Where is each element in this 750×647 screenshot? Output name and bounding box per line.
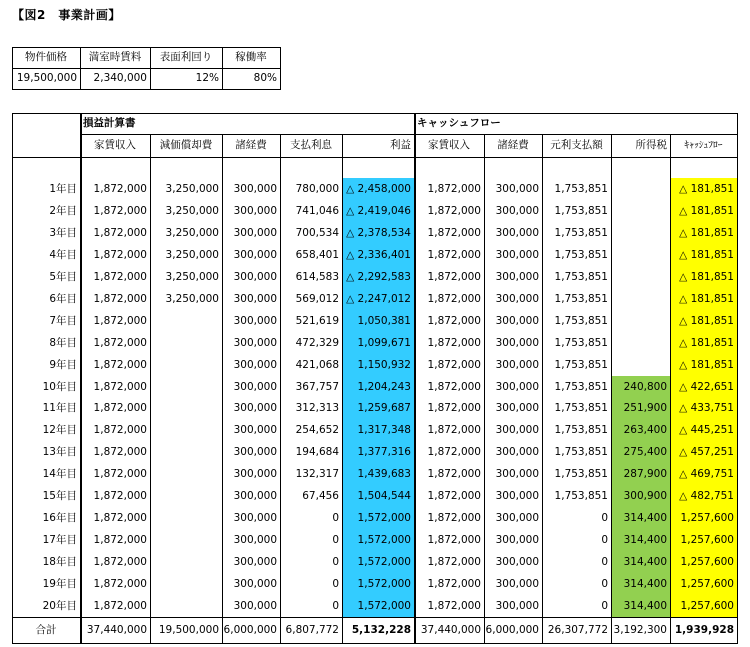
- column-header-rent-income: 家賃収入: [94, 139, 136, 152]
- data-cell-rent-income: 1,872,000: [93, 270, 147, 283]
- data-cell-loan-repayment: 1,753,851: [554, 270, 608, 283]
- data-cell-cash-flow: 1,257,600: [680, 533, 734, 546]
- data-cell-profit: △ 2,336,401: [346, 248, 411, 261]
- column-header-expenses: 諸経費: [235, 139, 267, 152]
- total-cell-cash-flow: 1,939,928: [674, 623, 734, 636]
- column-header-cf-expenses: 諸経費: [497, 139, 529, 152]
- data-cell-depreciation: [150, 507, 222, 529]
- data-cell-loan-repayment: 1,753,851: [554, 182, 608, 195]
- summary-value-cell: 80%: [253, 72, 277, 85]
- data-cell-rent-income: 1,872,000: [93, 226, 147, 239]
- data-cell-interest: 421,068: [295, 358, 339, 371]
- grid-line: [12, 47, 13, 90]
- data-cell-income-tax: 240,800: [623, 380, 667, 393]
- row-label: 6年目: [49, 292, 77, 305]
- data-cell-loan-repayment: 0: [601, 555, 608, 568]
- data-cell-loan-repayment: 1,753,851: [554, 314, 608, 327]
- summary-header-cell: 稼働率: [235, 51, 267, 64]
- data-cell-cash-flow: 1,257,600: [680, 599, 734, 612]
- data-cell-income-tax: [611, 266, 670, 288]
- data-cell-income-tax: [611, 222, 670, 244]
- data-cell-expenses: 300,000: [233, 314, 277, 327]
- row-label: 4年目: [49, 248, 77, 261]
- data-cell-cf-expenses: 300,000: [495, 423, 539, 436]
- data-cell-profit: △ 2,247,012: [346, 292, 411, 305]
- summary-value-cell: 2,340,000: [93, 72, 147, 85]
- data-cell-profit: 1,204,243: [357, 380, 411, 393]
- data-cell-expenses: 300,000: [233, 423, 277, 436]
- column-header-loan-repayment: 元利支払額: [550, 139, 603, 152]
- data-cell-loan-repayment: 1,753,851: [554, 445, 608, 458]
- grid-line: [414, 113, 416, 644]
- data-cell-expenses: 300,000: [233, 467, 277, 480]
- data-cell-rent-income: 1,872,000: [93, 511, 147, 524]
- data-cell-interest: 254,652: [295, 423, 339, 436]
- grid-line: [542, 134, 543, 644]
- data-cell-loan-repayment: 0: [601, 533, 608, 546]
- data-cell-interest: 614,583: [295, 270, 339, 283]
- data-cell-loan-repayment: 0: [601, 577, 608, 590]
- data-cell-rent-income: 1,872,000: [93, 467, 147, 480]
- data-cell-profit: 1,504,544: [357, 489, 411, 502]
- data-cell-loan-repayment: 1,753,851: [554, 292, 608, 305]
- data-cell-cf-rent-income: 1,872,000: [427, 204, 481, 217]
- data-cell-cash-flow: △ 181,851: [679, 292, 734, 305]
- data-cell-depreciation: [150, 332, 222, 354]
- grid-line: [80, 47, 81, 90]
- data-cell-interest: 472,329: [295, 336, 339, 349]
- data-cell-profit: 1,439,683: [357, 467, 411, 480]
- column-header-interest: 支払利息: [290, 139, 332, 152]
- grid-line: [670, 134, 671, 644]
- data-cell-rent-income: 1,872,000: [93, 402, 147, 415]
- row-label: 8年目: [49, 336, 77, 349]
- total-cell-interest: 6,807,772: [285, 623, 339, 636]
- data-cell-interest: 741,046: [295, 204, 339, 217]
- data-cell-income-tax: [611, 244, 670, 266]
- data-cell-profit: △ 2,458,000: [346, 182, 411, 195]
- grid-line: [484, 134, 485, 644]
- data-cell-loan-repayment: 1,753,851: [554, 358, 608, 371]
- grid-line: [150, 47, 151, 90]
- grid-line: [12, 617, 738, 618]
- data-cell-cash-flow: △ 457,251: [679, 445, 734, 458]
- data-cell-cash-flow: △ 482,751: [679, 489, 734, 502]
- data-cell-depreciation: 3,250,000: [165, 270, 219, 283]
- data-cell-interest: 0: [332, 555, 339, 568]
- data-cell-cf-expenses: 300,000: [495, 336, 539, 349]
- data-cell-expenses: 300,000: [233, 182, 277, 195]
- total-cell-cf-rent-income: 37,440,000: [420, 623, 481, 636]
- data-cell-income-tax: 314,400: [623, 511, 667, 524]
- data-cell-interest: 132,317: [295, 467, 339, 480]
- data-cell-depreciation: [150, 463, 222, 485]
- data-cell-cf-expenses: 300,000: [495, 204, 539, 217]
- data-cell-cf-expenses: 300,000: [495, 599, 539, 612]
- row-label: 1年目: [49, 182, 77, 195]
- data-cell-cf-rent-income: 1,872,000: [427, 336, 481, 349]
- row-label: 11年目: [42, 402, 77, 415]
- data-cell-profit: △ 2,419,046: [346, 204, 411, 217]
- data-cell-loan-repayment: 1,753,851: [554, 489, 608, 502]
- data-cell-cash-flow: △ 181,851: [679, 248, 734, 261]
- data-cell-loan-repayment: 0: [601, 511, 608, 524]
- data-cell-cf-rent-income: 1,872,000: [427, 445, 481, 458]
- data-cell-interest: 0: [332, 599, 339, 612]
- data-cell-profit: 1,572,000: [357, 599, 411, 612]
- data-cell-depreciation: [150, 376, 222, 398]
- grid-line: [280, 134, 281, 644]
- data-cell-loan-repayment: 1,753,851: [554, 467, 608, 480]
- row-label: 16年目: [42, 511, 77, 524]
- data-cell-expenses: 300,000: [233, 533, 277, 546]
- data-cell-depreciation: [150, 419, 222, 441]
- data-cell-loan-repayment: 1,753,851: [554, 336, 608, 349]
- data-cell-income-tax: 314,400: [623, 555, 667, 568]
- data-cell-cf-expenses: 300,000: [495, 358, 539, 371]
- data-cell-interest: 0: [332, 511, 339, 524]
- data-cell-cash-flow: △ 445,251: [679, 423, 734, 436]
- data-cell-cash-flow: △ 181,851: [679, 270, 734, 283]
- row-label: 19年目: [42, 577, 77, 590]
- data-cell-expenses: 300,000: [233, 336, 277, 349]
- data-cell-income-tax: 314,400: [623, 533, 667, 546]
- data-cell-profit: 1,099,671: [357, 336, 411, 349]
- data-cell-depreciation: 3,250,000: [165, 204, 219, 217]
- data-cell-cf-expenses: 300,000: [495, 292, 539, 305]
- grid-line: [342, 134, 343, 644]
- data-cell-cash-flow: △ 181,851: [679, 182, 734, 195]
- data-cell-loan-repayment: 1,753,851: [554, 380, 608, 393]
- data-cell-loan-repayment: 1,753,851: [554, 402, 608, 415]
- data-cell-loan-repayment: 1,753,851: [554, 226, 608, 239]
- data-cell-profit: 1,317,348: [357, 423, 411, 436]
- grid-line: [12, 157, 738, 158]
- data-cell-expenses: 300,000: [233, 248, 277, 261]
- data-cell-expenses: 300,000: [233, 292, 277, 305]
- data-cell-rent-income: 1,872,000: [93, 182, 147, 195]
- column-header-cash-flow: ｷｬｯｼｭﾌﾛｰ: [684, 139, 723, 151]
- data-cell-cash-flow: △ 181,851: [679, 336, 734, 349]
- row-label: 18年目: [42, 555, 77, 568]
- data-cell-profit: △ 2,378,534: [346, 226, 411, 239]
- data-cell-rent-income: 1,872,000: [93, 599, 147, 612]
- data-cell-expenses: 300,000: [233, 226, 277, 239]
- data-cell-loan-repayment: 1,753,851: [554, 204, 608, 217]
- row-label: 7年目: [49, 314, 77, 327]
- grid-line: [12, 113, 13, 644]
- data-cell-cf-rent-income: 1,872,000: [427, 511, 481, 524]
- data-cell-expenses: 300,000: [233, 358, 277, 371]
- data-cell-expenses: 300,000: [233, 555, 277, 568]
- data-cell-cash-flow: △ 422,651: [679, 380, 734, 393]
- data-cell-expenses: 300,000: [233, 270, 277, 283]
- data-cell-rent-income: 1,872,000: [93, 204, 147, 217]
- row-label: 12年目: [42, 423, 77, 436]
- data-cell-rent-income: 1,872,000: [93, 577, 147, 590]
- total-cell-depreciation: 19,500,000: [158, 623, 219, 636]
- data-cell-income-tax: 263,400: [623, 423, 667, 436]
- data-cell-cf-rent-income: 1,872,000: [427, 182, 481, 195]
- data-cell-income-tax: [611, 310, 670, 332]
- data-cell-rent-income: 1,872,000: [93, 489, 147, 502]
- column-header-depreciation: 減価償却費: [159, 139, 213, 152]
- data-cell-profit: △ 2,292,583: [346, 270, 411, 283]
- row-label: 15年目: [42, 489, 77, 502]
- data-cell-depreciation: [150, 529, 222, 551]
- data-cell-interest: 0: [332, 533, 339, 546]
- data-cell-cf-expenses: 300,000: [495, 248, 539, 261]
- data-cell-depreciation: 3,250,000: [165, 182, 219, 195]
- data-cell-cf-rent-income: 1,872,000: [427, 423, 481, 436]
- data-cell-income-tax: 314,400: [623, 599, 667, 612]
- summary-header-cell: 物件価格: [25, 51, 67, 64]
- data-cell-cf-expenses: 300,000: [495, 467, 539, 480]
- data-cell-loan-repayment: 0: [601, 599, 608, 612]
- data-cell-cf-expenses: 300,000: [495, 555, 539, 568]
- row-label: 10年目: [42, 380, 77, 393]
- data-cell-interest: 569,012: [295, 292, 339, 305]
- data-cell-income-tax: 287,900: [623, 467, 667, 480]
- data-cell-interest: 0: [332, 577, 339, 590]
- data-cell-depreciation: [150, 354, 222, 376]
- data-cell-expenses: 300,000: [233, 204, 277, 217]
- data-cell-rent-income: 1,872,000: [93, 336, 147, 349]
- data-cell-rent-income: 1,872,000: [93, 248, 147, 261]
- data-cell-cf-rent-income: 1,872,000: [427, 292, 481, 305]
- total-label: 合計: [35, 623, 57, 636]
- data-cell-cash-flow: 1,257,600: [680, 577, 734, 590]
- summary-header-cell: 満室時賃料: [88, 51, 142, 64]
- total-cell-loan-repayment: 26,307,772: [547, 623, 608, 636]
- data-cell-cf-expenses: 300,000: [495, 314, 539, 327]
- data-cell-income-tax: [611, 288, 670, 310]
- data-cell-cf-expenses: 300,000: [495, 511, 539, 524]
- row-label: 20年目: [42, 599, 77, 612]
- total-cell-cf-expenses: 6,000,000: [485, 623, 539, 636]
- data-cell-profit: 1,050,381: [357, 314, 411, 327]
- data-cell-rent-income: 1,872,000: [93, 380, 147, 393]
- grid-line: [12, 68, 281, 69]
- data-cell-depreciation: 3,250,000: [165, 226, 219, 239]
- column-header-profit: 利益: [390, 139, 411, 152]
- data-cell-income-tax: [611, 332, 670, 354]
- data-cell-cf-rent-income: 1,872,000: [427, 599, 481, 612]
- data-cell-depreciation: [150, 573, 222, 595]
- data-cell-rent-income: 1,872,000: [93, 533, 147, 546]
- data-cell-cash-flow: △ 469,751: [679, 467, 734, 480]
- grid-line: [12, 643, 738, 644]
- data-cell-depreciation: [150, 441, 222, 463]
- data-cell-profit: 1,572,000: [357, 555, 411, 568]
- total-cell-income-tax: 3,192,300: [613, 623, 667, 636]
- grid-line: [12, 89, 281, 90]
- data-cell-interest: 700,534: [295, 226, 339, 239]
- data-cell-expenses: 300,000: [233, 511, 277, 524]
- row-label: 17年目: [42, 533, 77, 546]
- data-cell-cf-rent-income: 1,872,000: [427, 533, 481, 546]
- data-cell-profit: 1,377,316: [357, 445, 411, 458]
- data-cell-rent-income: 1,872,000: [93, 292, 147, 305]
- data-cell-interest: 367,757: [295, 380, 339, 393]
- data-cell-loan-repayment: 1,753,851: [554, 423, 608, 436]
- grid-line: [222, 134, 223, 644]
- column-header-cf-rent-income: 家賃収入: [428, 139, 470, 152]
- data-cell-interest: 658,401: [295, 248, 339, 261]
- data-cell-depreciation: [150, 485, 222, 507]
- sheet-title: 【図2 事業計画】: [12, 8, 121, 22]
- grid-line: [12, 113, 738, 114]
- data-cell-profit: 1,572,000: [357, 511, 411, 524]
- data-cell-expenses: 300,000: [233, 402, 277, 415]
- data-cell-depreciation: [150, 310, 222, 332]
- data-cell-income-tax: [611, 354, 670, 376]
- data-cell-interest: 194,684: [295, 445, 339, 458]
- data-cell-cf-expenses: 300,000: [495, 577, 539, 590]
- data-cell-expenses: 300,000: [233, 489, 277, 502]
- grid-line: [12, 47, 281, 48]
- data-cell-cf-rent-income: 1,872,000: [427, 555, 481, 568]
- data-cell-income-tax: 300,900: [623, 489, 667, 502]
- total-cell-profit: 5,132,228: [351, 623, 411, 636]
- data-cell-expenses: 300,000: [233, 380, 277, 393]
- data-cell-cf-rent-income: 1,872,000: [427, 226, 481, 239]
- total-cell-rent-income: 37,440,000: [86, 623, 147, 636]
- data-cell-cf-expenses: 300,000: [495, 402, 539, 415]
- data-cell-cf-expenses: 300,000: [495, 270, 539, 283]
- data-cell-interest: 312,313: [295, 402, 339, 415]
- grid-line: [80, 134, 738, 135]
- data-cell-cf-rent-income: 1,872,000: [427, 358, 481, 371]
- row-label: 14年目: [42, 467, 77, 480]
- data-cell-loan-repayment: 1,753,851: [554, 248, 608, 261]
- data-cell-cf-expenses: 300,000: [495, 533, 539, 546]
- data-cell-cash-flow: △ 181,851: [679, 226, 734, 239]
- cash-flow-header: キャッシュフロー: [417, 117, 501, 130]
- data-cell-depreciation: 3,250,000: [165, 292, 219, 305]
- summary-value-cell: 12%: [195, 72, 219, 85]
- total-cell-expenses: 6,000,000: [223, 623, 277, 636]
- data-cell-cf-expenses: 300,000: [495, 489, 539, 502]
- data-cell-income-tax: [611, 200, 670, 222]
- data-cell-depreciation: [150, 398, 222, 419]
- data-cell-cf-rent-income: 1,872,000: [427, 467, 481, 480]
- data-cell-cash-flow: △ 181,851: [679, 204, 734, 217]
- data-cell-interest: 780,000: [295, 182, 339, 195]
- data-cell-cf-rent-income: 1,872,000: [427, 577, 481, 590]
- data-cell-profit: 1,572,000: [357, 533, 411, 546]
- grid-line: [80, 113, 82, 644]
- data-cell-cf-expenses: 300,000: [495, 182, 539, 195]
- data-cell-interest: 67,456: [302, 489, 339, 502]
- row-label: 13年目: [42, 445, 77, 458]
- row-label: 9年目: [49, 358, 77, 371]
- data-cell-income-tax: 314,400: [623, 577, 667, 590]
- grid-line: [280, 47, 281, 90]
- data-cell-income-tax: 275,400: [623, 445, 667, 458]
- grid-line: [150, 134, 151, 644]
- row-label: 3年目: [49, 226, 77, 239]
- summary-header-cell: 表面利回り: [159, 51, 213, 64]
- data-cell-depreciation: [150, 551, 222, 573]
- data-cell-rent-income: 1,872,000: [93, 358, 147, 371]
- grid-line: [737, 113, 738, 644]
- data-cell-cf-rent-income: 1,872,000: [427, 248, 481, 261]
- grid-line: [611, 134, 612, 644]
- grid-line: [222, 47, 223, 90]
- data-cell-cf-rent-income: 1,872,000: [427, 270, 481, 283]
- data-cell-rent-income: 1,872,000: [93, 314, 147, 327]
- data-cell-income-tax: 251,900: [623, 402, 667, 415]
- income-statement-header: 損益計算書: [83, 117, 136, 130]
- data-cell-cash-flow: △ 433,751: [679, 402, 734, 415]
- data-cell-cf-rent-income: 1,872,000: [427, 489, 481, 502]
- data-cell-expenses: 300,000: [233, 445, 277, 458]
- data-cell-cash-flow: △ 181,851: [679, 358, 734, 371]
- row-label: 5年目: [49, 270, 77, 283]
- column-header-income-tax: 所得税: [635, 139, 667, 152]
- data-cell-cf-expenses: 300,000: [495, 380, 539, 393]
- data-cell-cash-flow: △ 181,851: [679, 314, 734, 327]
- data-cell-rent-income: 1,872,000: [93, 445, 147, 458]
- data-cell-cash-flow: 1,257,600: [680, 511, 734, 524]
- data-cell-cf-expenses: 300,000: [495, 445, 539, 458]
- data-cell-expenses: 300,000: [233, 577, 277, 590]
- data-cell-cf-rent-income: 1,872,000: [427, 314, 481, 327]
- data-cell-profit: 1,150,932: [357, 358, 411, 371]
- data-cell-depreciation: 3,250,000: [165, 248, 219, 261]
- data-cell-rent-income: 1,872,000: [93, 555, 147, 568]
- data-cell-interest: 521,619: [295, 314, 339, 327]
- data-cell-cf-rent-income: 1,872,000: [427, 402, 481, 415]
- data-cell-profit: 1,259,687: [357, 402, 411, 415]
- data-cell-rent-income: 1,872,000: [93, 423, 147, 436]
- data-cell-depreciation: [150, 595, 222, 617]
- data-cell-cash-flow: 1,257,600: [680, 555, 734, 568]
- data-cell-cf-expenses: 300,000: [495, 226, 539, 239]
- data-cell-profit: 1,572,000: [357, 577, 411, 590]
- data-cell-expenses: 300,000: [233, 599, 277, 612]
- summary-value-cell: 19,500,000: [16, 72, 77, 85]
- data-cell-income-tax: [611, 178, 670, 200]
- data-cell-cf-rent-income: 1,872,000: [427, 380, 481, 393]
- row-label: 2年目: [49, 204, 77, 217]
